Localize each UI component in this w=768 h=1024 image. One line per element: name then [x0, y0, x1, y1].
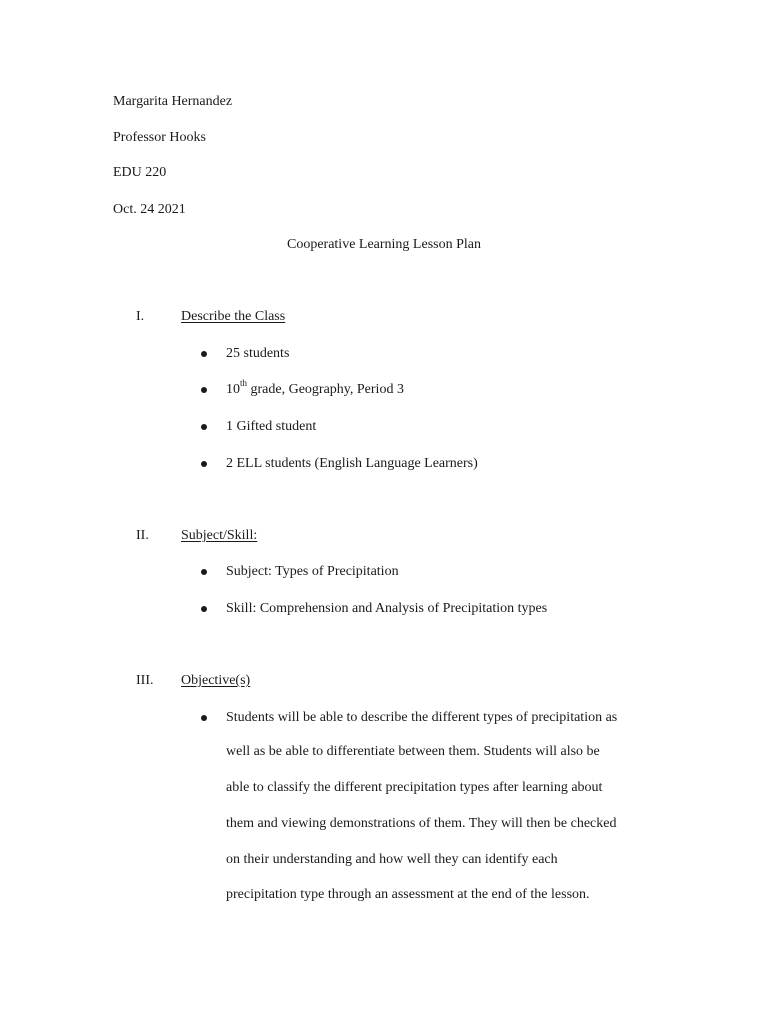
objective-line: precipitation type through an assessment at the end of the lesson. [226, 887, 590, 902]
section-2-numeral: II. [136, 528, 149, 543]
student-name: Margarita Hernandez [113, 94, 233, 109]
objective-line: able to classify the different precipitation types after learning about [226, 780, 603, 795]
bullet-icon [201, 455, 209, 461]
bullet-item: Subject: Types of Precipitation [226, 564, 399, 579]
section-1-heading: Describe the Class [181, 309, 286, 324]
bullet-item: 25 students [226, 346, 290, 361]
section-3-numeral: III. [136, 673, 154, 688]
bullet-icon [201, 709, 209, 715]
grade-number: 10 [226, 382, 240, 397]
grade-ordinal-suffix: th [240, 378, 248, 389]
section-3-heading: Objective(s) [181, 673, 251, 688]
course-code: EDU 220 [113, 165, 167, 180]
bullet-item: 2 ELL students (English Language Learners) [226, 456, 478, 471]
bullet-item: Skill: Comprehension and Analysis of Precipitation types [226, 601, 548, 616]
objective-line: well as be able to differentiate between them. Students will also be [226, 744, 600, 759]
document-date: Oct. 24 2021 [113, 202, 186, 217]
bullet-icon [201, 418, 209, 424]
section-2-heading: Subject/Skill: [181, 528, 258, 543]
bullet-icon [201, 381, 209, 387]
grade-details: grade, Geography, Period 3 [247, 382, 404, 397]
section-1-numeral: I. [136, 309, 145, 324]
bullet-icon [201, 345, 209, 351]
bullet-item: 1 Gifted student [226, 419, 317, 434]
bullet-icon [201, 600, 209, 606]
professor-name: Professor Hooks [113, 130, 206, 145]
bullet-icon [201, 563, 209, 569]
document-title: Cooperative Learning Lesson Plan [286, 237, 481, 252]
objective-line: Students will be able to describe the different types of precipitation as [226, 710, 618, 725]
objective-line: them and viewing demonstrations of them. They will then be checked [226, 816, 617, 831]
objective-line: on their understanding and how well they can identify each [226, 852, 558, 867]
bullet-item [226, 378, 404, 399]
